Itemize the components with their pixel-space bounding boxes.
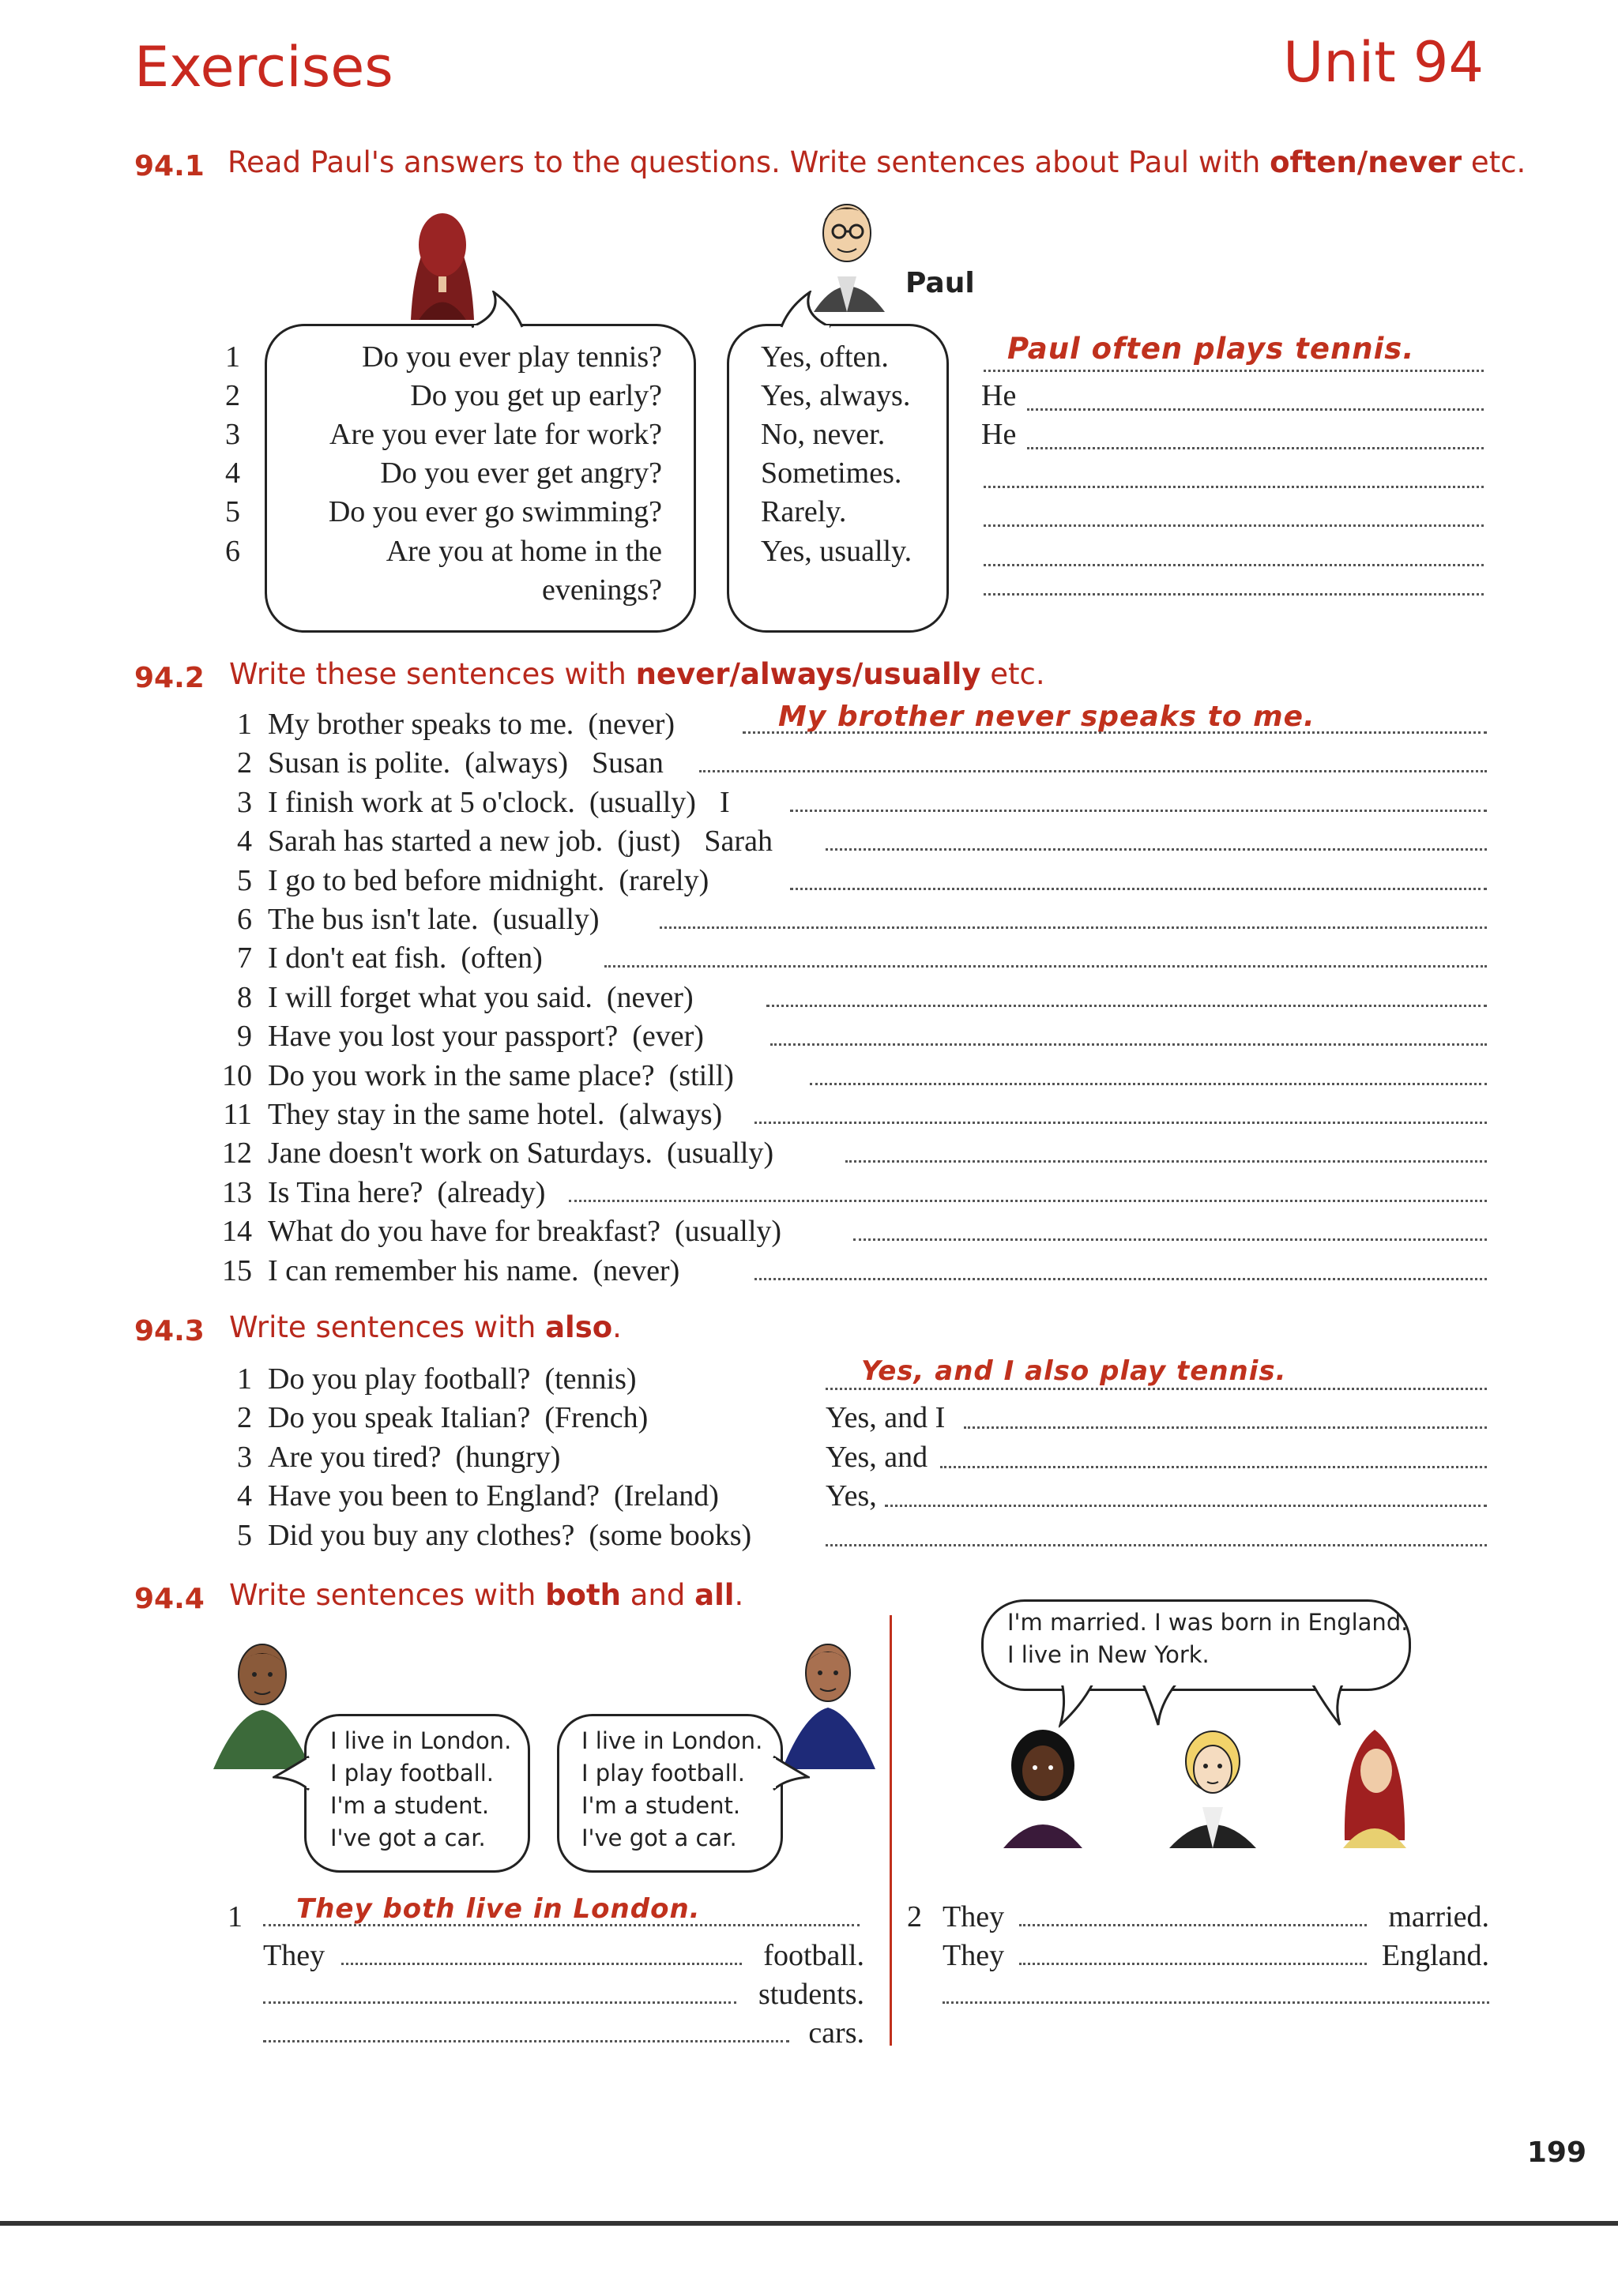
- answer-line[interactable]: [984, 524, 1484, 527]
- exercise-instruction: Write sentences with also.: [229, 1310, 622, 1344]
- exercise-item: [209, 1364, 637, 1394]
- item-adverb: (just): [617, 825, 681, 859]
- item-number: 4: [237, 1479, 252, 1513]
- speech-bubble-group-tails: [1059, 1681, 1359, 1728]
- answer-line[interactable]: [984, 486, 1484, 488]
- answer-start: They: [943, 1939, 1005, 1972]
- item-cue: (French): [544, 1401, 649, 1435]
- question-number: 4: [225, 457, 240, 490]
- exercise-item: [209, 709, 675, 739]
- answer-line[interactable]: [1027, 408, 1484, 411]
- answer-start: Yes, and I: [826, 1401, 946, 1435]
- item-question: Have you been to England?: [268, 1479, 600, 1513]
- item-adverb: (usually): [674, 1215, 782, 1249]
- exercise-item: [209, 1481, 719, 1511]
- answer-start: Sarah: [704, 825, 773, 859]
- item-number: 15: [222, 1253, 252, 1287]
- woman-1-illustration: [988, 1722, 1098, 1848]
- item-adverb: (always): [465, 746, 569, 780]
- item-adverb: (still): [668, 1058, 734, 1092]
- answer-start: I: [719, 785, 730, 819]
- answer-line[interactable]: [984, 564, 1484, 566]
- man-right-illustration: [782, 1635, 877, 1769]
- sentence-end: students.: [758, 1978, 864, 2011]
- item-sentence: What do you have for breakfast?: [268, 1215, 660, 1249]
- exercise-item: [209, 1099, 722, 1129]
- item-cue: (hungry): [455, 1440, 561, 1474]
- item-number: 12: [222, 1137, 252, 1171]
- answer-line[interactable]: [984, 370, 1484, 372]
- woman-2-illustration: [1161, 1722, 1264, 1848]
- question-bubble-tail: [470, 291, 525, 329]
- answer-example: My brother never speaks to me.: [778, 701, 1315, 733]
- item-number: 7: [237, 941, 252, 975]
- item-cue: (tennis): [544, 1362, 637, 1396]
- item-adverb: (never): [588, 708, 675, 741]
- question-number: 6: [225, 535, 240, 568]
- question-number: 5: [225, 495, 240, 528]
- answer-line[interactable]: [699, 770, 1487, 772]
- exercise-number: 94.1: [134, 150, 205, 182]
- exercise-item: [209, 1137, 774, 1171]
- exercise-item: [209, 943, 543, 973]
- answer-line[interactable]: [964, 1426, 1487, 1429]
- exercise-item: [209, 748, 664, 778]
- answer-line[interactable]: [940, 1466, 1487, 1468]
- item-sentence: Have you lost your passport?: [268, 1020, 619, 1054]
- question-text: evenings?: [542, 573, 662, 607]
- answer-line[interactable]: [604, 965, 1487, 968]
- item-adverb: (never): [606, 980, 694, 1014]
- answer-line[interactable]: [569, 1200, 1487, 1202]
- item-cue: (Ireland): [613, 1479, 719, 1513]
- item-sentence: I go to bed before midnight.: [268, 863, 605, 897]
- answer-line[interactable]: [754, 1122, 1487, 1124]
- answer-line[interactable]: [853, 1238, 1487, 1241]
- item-number: 10: [222, 1058, 252, 1092]
- item-sentence: I will forget what you said.: [268, 980, 593, 1014]
- exercise-item: [209, 863, 709, 897]
- answer-line[interactable]: [766, 1005, 1487, 1007]
- item-adverb: (rarely): [619, 863, 709, 897]
- answer-line[interactable]: [1027, 447, 1484, 449]
- woman-3-illustration: [1327, 1722, 1422, 1848]
- item-number: 1: [237, 708, 252, 741]
- exercise-item: [209, 1175, 546, 1209]
- exercise-number: 94.2: [134, 662, 205, 694]
- answer-line[interactable]: [743, 731, 1487, 734]
- answer-line[interactable]: [790, 888, 1487, 890]
- man-left-illustration: [213, 1635, 316, 1769]
- item-number: 2: [907, 1900, 922, 1933]
- question-number: 1: [225, 340, 240, 374]
- exercise-item: [209, 1253, 680, 1287]
- item-number: 13: [222, 1175, 252, 1209]
- question-text: Do you ever go swimming?: [328, 495, 662, 528]
- exercise-item: [209, 825, 773, 859]
- exercise-item: [209, 1520, 751, 1550]
- item-sentence: Susan is polite.: [268, 746, 451, 780]
- answer-line[interactable]: [943, 2001, 1489, 2004]
- answer-bubble-tail: [778, 291, 833, 329]
- exercise-item: [209, 904, 600, 934]
- paul-answer: Yes, usually.: [761, 535, 912, 568]
- item-number: 9: [237, 1020, 252, 1054]
- item-sentence: Is Tina here?: [268, 1175, 423, 1209]
- item-number: 3: [237, 1440, 252, 1474]
- answer-example: Yes, and I also play tennis.: [861, 1355, 1287, 1387]
- answer-line[interactable]: [826, 848, 1487, 851]
- item-number: 2: [237, 1401, 252, 1435]
- answer-start: He: [981, 379, 1017, 412]
- speech-bubble-left-text: I live in London. I play football. I'm a student. I've got a car.: [330, 1727, 512, 1851]
- paul-answer: Yes, always.: [761, 379, 911, 412]
- bottom-rule: [0, 2221, 1618, 2226]
- answer-start: They: [263, 1939, 325, 1972]
- item-adverb: (ever): [632, 1020, 704, 1054]
- unit-label: Unit 94: [1283, 30, 1484, 95]
- item-sentence: My brother speaks to me.: [268, 708, 574, 741]
- exercise-number: 94.4: [134, 1583, 205, 1615]
- item-sentence: Sarah has started a new job.: [268, 825, 604, 859]
- answer-line[interactable]: [660, 926, 1487, 929]
- item-question: Do you play football?: [268, 1362, 531, 1396]
- item-sentence: I don't eat fish.: [268, 941, 447, 975]
- answer-start: Yes, and: [826, 1440, 928, 1474]
- speaker-label: Paul: [905, 267, 975, 299]
- exercise-item: [209, 787, 730, 817]
- answer-line[interactable]: [790, 810, 1487, 812]
- answer-line[interactable]: [263, 1924, 860, 1926]
- question-number: 2: [225, 379, 240, 412]
- item-adverb: (usually): [492, 903, 600, 936]
- paul-answer: Rarely.: [761, 495, 847, 528]
- item-adverb: (always): [619, 1098, 723, 1131]
- exercise-item: [209, 1403, 648, 1433]
- answer-line[interactable]: [754, 1278, 1487, 1280]
- exercise-item: [209, 980, 694, 1014]
- item-adverb: (already): [437, 1175, 546, 1209]
- paul-answer: No, never.: [761, 418, 886, 451]
- answer-line[interactable]: [263, 2040, 789, 2042]
- exercise-item: [209, 1215, 782, 1249]
- exercise-instruction: Write sentences with both and all.: [229, 1578, 744, 1612]
- item-sentence: Jane doesn't work on Saturdays.: [268, 1137, 653, 1171]
- page-title: Exercises: [134, 35, 393, 100]
- item-number: 14: [222, 1215, 252, 1249]
- speech-bubble-left-tail: [273, 1753, 310, 1793]
- answer-start: He: [981, 418, 1017, 451]
- item-sentence: Do you work in the same place?: [268, 1058, 655, 1092]
- question-text: Do you ever play tennis?: [362, 340, 662, 374]
- item-adverb: (often): [461, 941, 543, 975]
- answer-line[interactable]: [810, 1083, 1487, 1085]
- answer-start: They: [943, 1900, 1005, 1933]
- answer-start: Yes,: [826, 1479, 877, 1513]
- item-sentence: The bus isn't late.: [268, 903, 479, 936]
- exercise-number: 94.3: [134, 1315, 205, 1347]
- answer-line[interactable]: [826, 1544, 1487, 1546]
- exercise-item: [209, 1058, 734, 1092]
- speech-bubble-right-text: I live in London. I play football. I'm a student. I've got a car.: [581, 1727, 763, 1851]
- item-number: 5: [237, 863, 252, 897]
- item-number: 8: [237, 980, 252, 1014]
- item-number: 1: [228, 1900, 243, 1933]
- answer-line[interactable]: [826, 1388, 1487, 1390]
- item-question: Do you speak Italian?: [268, 1401, 531, 1435]
- question-text: Are you at home in the: [386, 535, 662, 568]
- question-text: Are you ever late for work?: [329, 418, 662, 451]
- answer-line[interactable]: [263, 2001, 736, 2004]
- item-number: 3: [237, 785, 252, 819]
- answer-line[interactable]: [845, 1160, 1487, 1163]
- item-sentence: They stay in the same hotel.: [268, 1098, 605, 1131]
- sentence-end: England.: [1381, 1939, 1489, 1972]
- answer-line[interactable]: [770, 1043, 1487, 1046]
- item-sentence: I finish work at 5 o'clock.: [268, 785, 575, 819]
- answer-line[interactable]: [1019, 1963, 1367, 1965]
- speech-bubble-group-text: I'm married. I was born in England. I live in New York.: [1007, 1609, 1409, 1668]
- paul-answer: Sometimes.: [761, 457, 902, 490]
- question-number: 3: [225, 418, 240, 451]
- item-adverb: (never): [593, 1253, 680, 1287]
- item-number: 4: [237, 825, 252, 859]
- item-sentence: I can remember his name.: [268, 1253, 579, 1287]
- sentence-end: married.: [1388, 1900, 1489, 1933]
- item-cue: (some books): [589, 1518, 752, 1552]
- item-number: 1: [237, 1362, 252, 1396]
- item-question: Did you buy any clothes?: [268, 1518, 575, 1552]
- item-number: 6: [237, 903, 252, 936]
- exercise-instruction: Write these sentences with never/always/usually etc.: [229, 657, 1045, 691]
- answer-example: Paul often plays tennis.: [1007, 332, 1415, 366]
- speech-bubble-right-tail: [772, 1753, 810, 1793]
- item-adverb: (usually): [667, 1137, 774, 1171]
- sentence-end: cars.: [808, 2016, 864, 2050]
- answer-example: They both live in London.: [296, 1893, 701, 1925]
- question-text: Do you ever get angry?: [380, 457, 662, 490]
- sentence-end: football.: [763, 1939, 864, 1972]
- column-divider: [890, 1615, 892, 2046]
- exercise-instruction: Read Paul's answers to the questions. Write sentences about Paul with often/never etc.: [228, 145, 1526, 179]
- answer-line[interactable]: [885, 1505, 1487, 1507]
- answer-line[interactable]: [984, 593, 1484, 596]
- paul-answer: Yes, often.: [761, 340, 889, 374]
- exercise-item: [209, 1442, 560, 1472]
- item-number: 11: [223, 1098, 252, 1131]
- exercise-item: [209, 1020, 704, 1054]
- answer-line[interactable]: [1019, 1924, 1367, 1926]
- item-question: Are you tired?: [268, 1440, 442, 1474]
- answer-start: Susan: [592, 746, 664, 780]
- question-text: Do you get up early?: [410, 379, 662, 412]
- item-number: 2: [237, 746, 252, 780]
- page-number: 199: [1526, 2136, 1586, 2169]
- item-adverb: (usually): [589, 785, 696, 819]
- item-number: 5: [237, 1518, 252, 1552]
- answer-line[interactable]: [341, 1963, 742, 1965]
